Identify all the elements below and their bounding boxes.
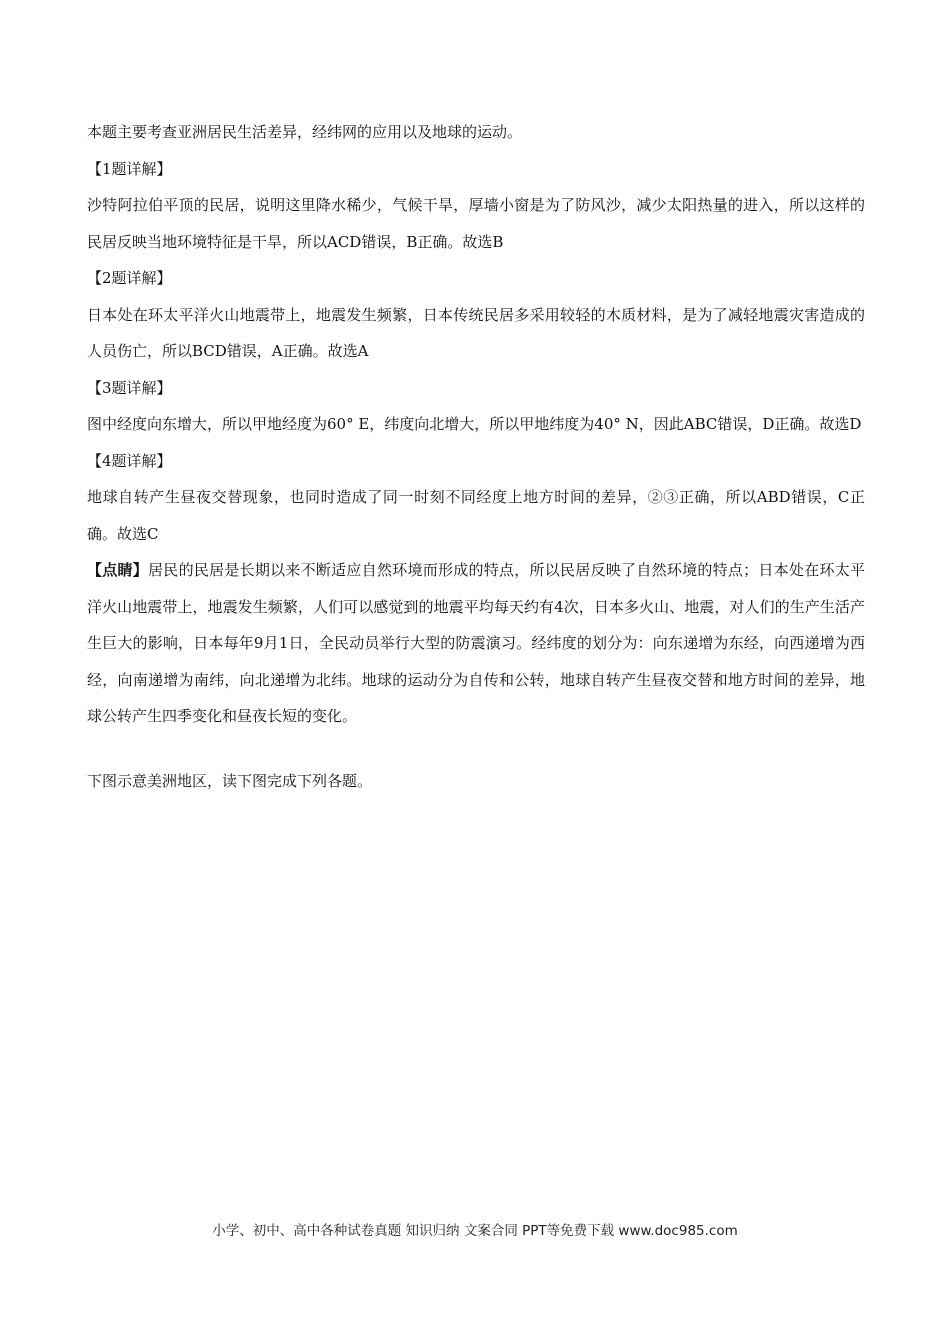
question-3-heading: 【3题详解】 xyxy=(87,378,172,397)
page-footer: 小学、初中、高中各种试卷真题 知识归纳 文案合同 PPT等免费下载 www.doc985.com xyxy=(212,1223,738,1239)
intro-paragraph: 本题主要考查亚洲居民生活差异，经纬网的应用以及地球的运动。 xyxy=(87,123,523,141)
question-1-explanation: 沙特阿拉伯平顶的民居，说明这里降水稀少，气候干旱，厚墙小窗是为了防风沙，减少太阳热量的进入，所以这样的民居反映当地环境特征是干旱，所以ACD错误，B正确。故选B xyxy=(87,196,865,251)
paragraph-spacer xyxy=(87,735,865,763)
question-2-heading: 【2题详解】 xyxy=(87,269,172,287)
question-4-explanation: 地球自转产生昼夜交替现象，也同时造成了同一时刻不同经度上地方时间的差异，②③正确，所以ABD错误，C正确。故选C xyxy=(87,488,865,543)
comment-text: 居民的民居是长期以来不断适应自然环境而形成的特点，所以民居反映了自然环境的特点；日本处在环太平洋火山地震带上，地震发生频繁，人们可以感觉到的地震平均每天约有4次，日本多火山、地震，对人们的生产生活产生巨大的影响，日本每年9月1日，全民动员举行大型的防震演习。经纬度的划分为：向东递增为东经，向西递增为西经，向南递增为南纬，向北递增为北纬。地球的运动分为自传和公转，地球自转产生昼夜交替和地方时间的差异，地球公转产生四季变化和昼夜长短的变化。 xyxy=(87,561,865,725)
question-1-heading: 【1题详解】 xyxy=(87,159,172,178)
question-3-explanation: 图中经度向东增大，所以甲地经度为60° E，纬度向北增大，所以甲地纬度为40° N，因此ABC错误，D正确。故选D xyxy=(87,415,862,433)
question-2-explanation: 日本处在环太平洋火山地震带上，地震发生频繁，日本传统民居多采用较轻的木质材料，是为了减轻地震灾害造成的人员伤亡，所以BCD错误，A正确。故选A xyxy=(87,305,865,360)
comment-paragraph xyxy=(87,552,865,735)
comment-label: 【点睛】 xyxy=(87,561,149,579)
question-4-heading: 【4题详解】 xyxy=(87,451,172,470)
next-section-intro: 下图示意美洲地区，读下图完成下列各题。 xyxy=(87,771,373,790)
document-body xyxy=(87,114,865,799)
